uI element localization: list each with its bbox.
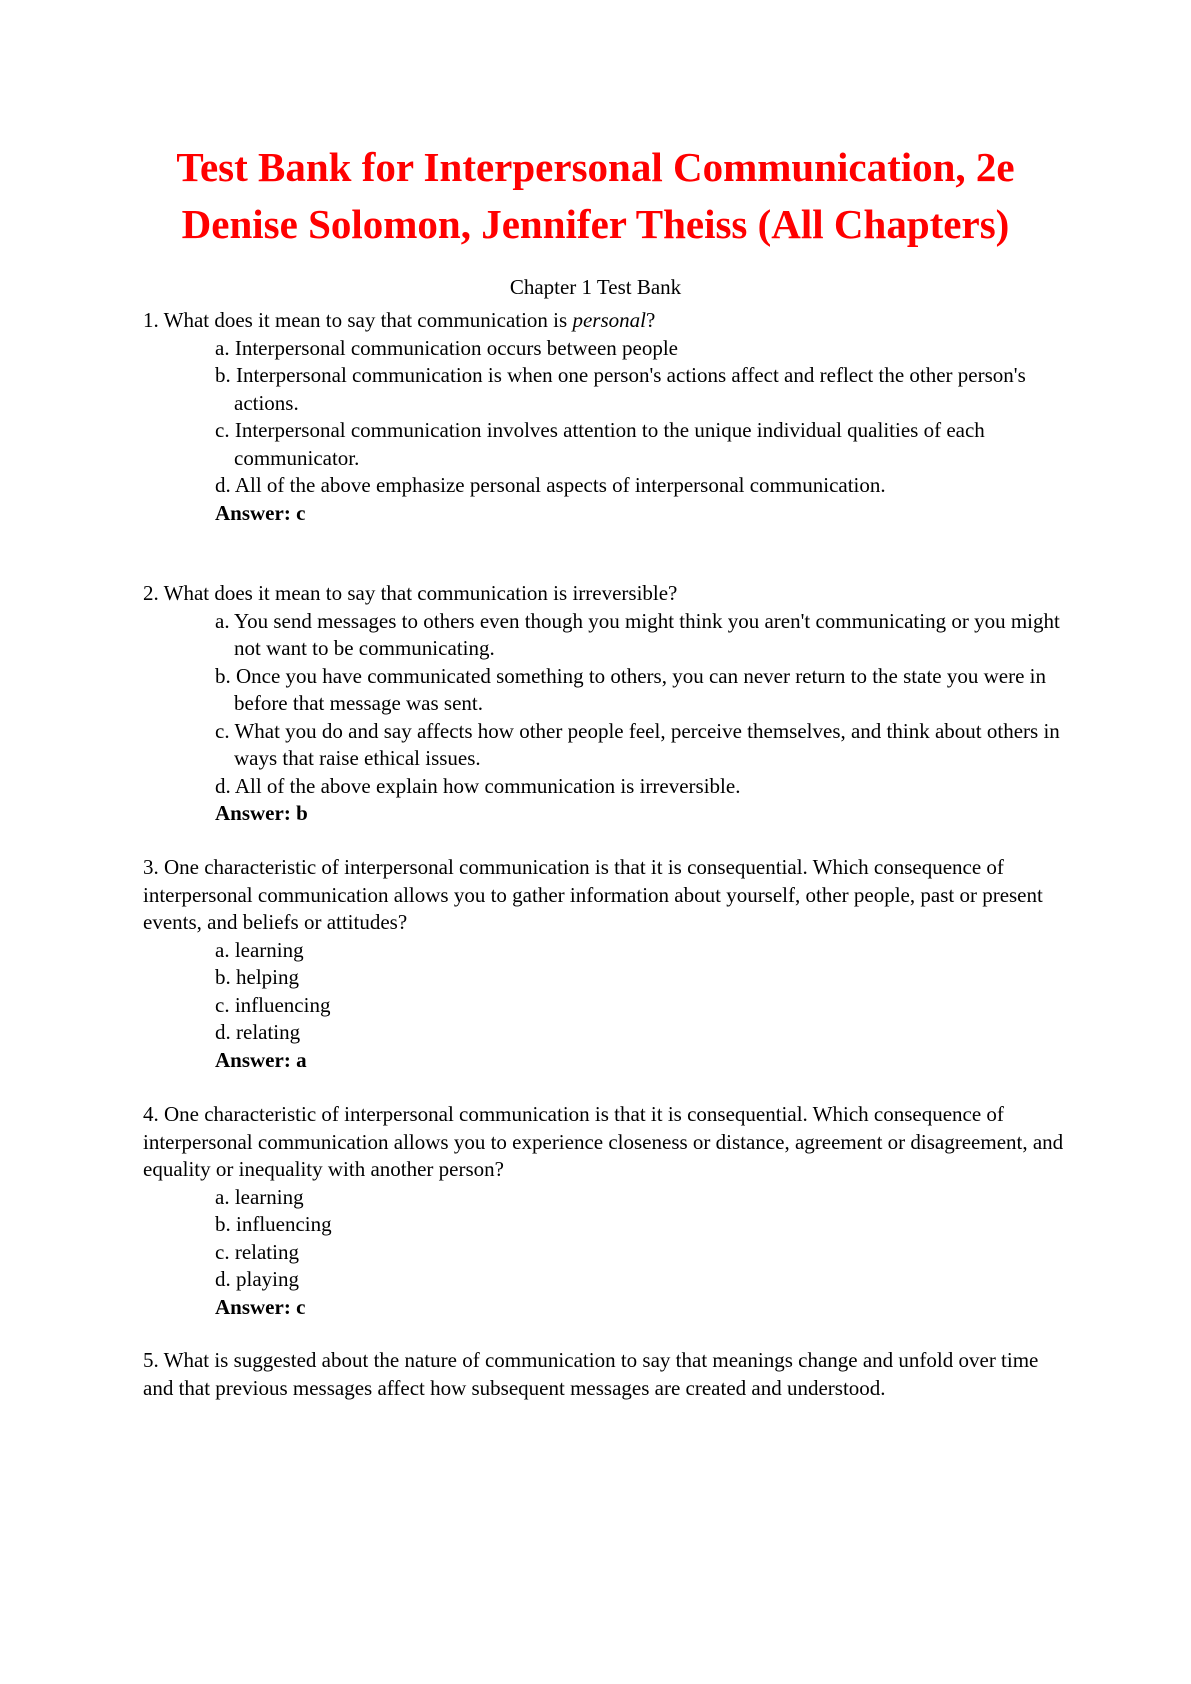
- answer-key: Answer: c: [215, 500, 306, 525]
- stem-emphasis: personal: [572, 308, 646, 332]
- question-2: [143, 580, 1073, 828]
- options-list: [143, 608, 1073, 801]
- question-1: [143, 307, 1073, 527]
- question-stem: [143, 307, 1073, 335]
- options-list: [143, 335, 1073, 500]
- document-title-line-1: Test Bank for Interpersonal Communication, 2e: [176, 144, 1015, 190]
- option-d: d. All of the above explain how communication is irreversible.: [215, 773, 741, 798]
- options-list: [143, 1184, 1073, 1294]
- option-b: b. influencing: [215, 1212, 332, 1236]
- option-c: c. Interpersonal communication involves attention to the unique individual qualities of each communicator.: [215, 418, 985, 470]
- answer-key: Answer: c: [215, 1294, 306, 1319]
- question-3: [143, 854, 1073, 1074]
- stem-text-end: ?: [645, 308, 656, 332]
- option-c: c. relating: [215, 1239, 299, 1264]
- question-stem: 3. One characteristic of interpersonal communication is that it is consequential. Which consequence of interpersonal communication allows you to gather information about yourself, other people, past or present events, and beliefs or attitudes?: [143, 855, 1043, 934]
- chapter-heading: Chapter 1 Test Bank: [509, 275, 682, 299]
- option-d: d. relating: [215, 1020, 301, 1044]
- option-b: b. helping: [215, 965, 299, 989]
- document-title-line-2: Denise Solomon, Jennifer Theiss (All Chapters): [181, 201, 1010, 247]
- option-a: a. You send messages to others even though you might think you aren't communicating or you might not want to be communicating.: [215, 608, 1060, 660]
- answer-key: Answer: a: [215, 1047, 307, 1072]
- option-a: a. learning: [215, 1184, 304, 1209]
- option-c: c. influencing: [215, 992, 331, 1017]
- option-b: b. Once you have communicated something to others, you can never return to the state you were in before that message was sent.: [215, 663, 1046, 715]
- question-stem: 2. What does it mean to say that communication is irreversible?: [143, 581, 678, 605]
- question-4: [143, 1101, 1073, 1321]
- option-a: a. Interpersonal communication occurs between people: [215, 335, 678, 360]
- option-b: b. Interpersonal communication is when one person's actions affect and reflect the other person's actions.: [215, 363, 1026, 415]
- option-d: d. playing: [215, 1267, 299, 1291]
- option-a: a. learning: [215, 937, 304, 962]
- option-d: d. All of the above emphasize personal aspects of interpersonal communication.: [215, 473, 886, 497]
- stem-text: 1. What does it mean to say that communication is: [143, 308, 573, 332]
- option-c: c. What you do and say affects how other people feel, perceive themselves, and think about others in ways that raise ethical issues.: [215, 718, 1060, 770]
- options-list: [143, 937, 1073, 1047]
- question-stem: 4. One characteristic of interpersonal communication is that it is consequential. Which consequence of interpersonal communication allows you to experience closeness or distance, agreement or disagreement, and equality or inequality with another person?: [143, 1102, 1064, 1181]
- question-5: [143, 1347, 1073, 1402]
- answer-key: Answer: b: [215, 801, 308, 825]
- question-stem: 5. What is suggested about the nature of communication to say that meanings change and unfold over time and that previous messages affect how subsequent messages are created and understood.: [143, 1348, 1039, 1400]
